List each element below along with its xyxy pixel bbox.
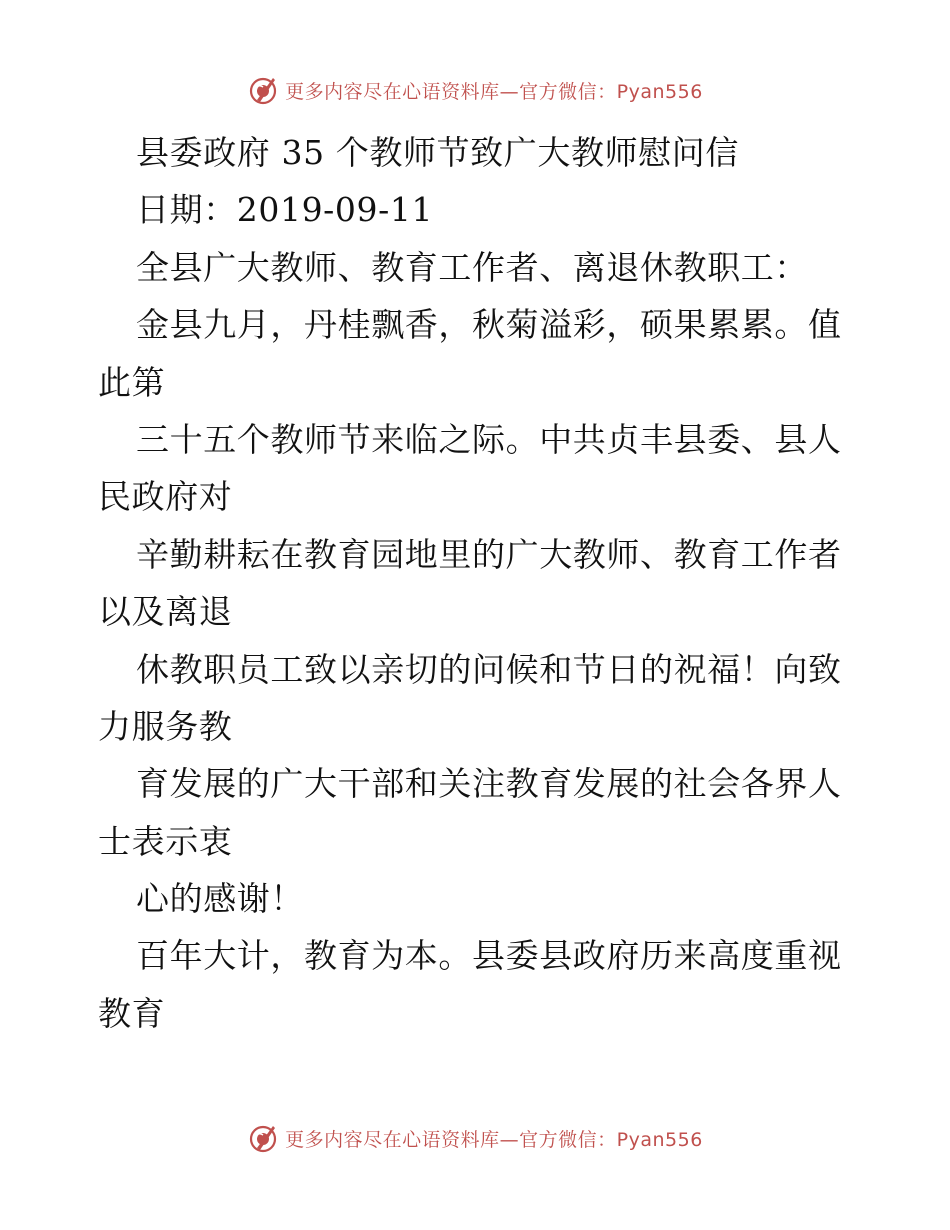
quill-pen-seal-icon [247,74,279,106]
paragraph-lines [98,296,858,1042]
body-line: 以及离退 [98,592,233,632]
letter-title: 县委政府 35 个教师节致广大教师慰问信 [136,133,739,172]
body-line: 百年大计，教育为本。县委县政府历来高度重视 [136,936,842,976]
footer-watermark-banner [0,1118,950,1158]
body-line: 三十五个教师节来临之际。中共贞丰县委、县人 [136,419,842,459]
quill-pen-seal-icon [247,1122,279,1154]
letter-body [98,124,858,1042]
letter-salutation: 全县广大教师、教育工作者、离退休教职工： [136,247,808,287]
body-line: 力服务教 [98,706,233,746]
body-line: 心的感谢！ [136,879,304,919]
header-watermark-banner [0,70,950,110]
body-line: 士表示衷 [98,821,233,861]
body-line: 此第 [98,362,166,402]
body-line: 教育 [98,993,166,1033]
body-line: 金县九月，丹桂飘香，秋菊溢彩，硕果累累。值 [136,305,842,345]
body-line: 民政府对 [98,477,233,517]
letter-date: 日期：2019-09-11 [136,190,434,230]
banner-text: 更多内容尽在心语资料库—官方微信：Pyan556 [285,80,703,103]
body-line: 育发展的广大干部和关注教育发展的社会各界人 [136,764,842,804]
body-line: 休教职员工致以亲切的问候和节日的祝福！向致 [136,649,842,689]
banner-text: 更多内容尽在心语资料库—官方微信：Pyan556 [285,1128,703,1151]
body-line: 辛勤耕耘在教育园地里的广大教师、教育工作者 [136,534,842,574]
